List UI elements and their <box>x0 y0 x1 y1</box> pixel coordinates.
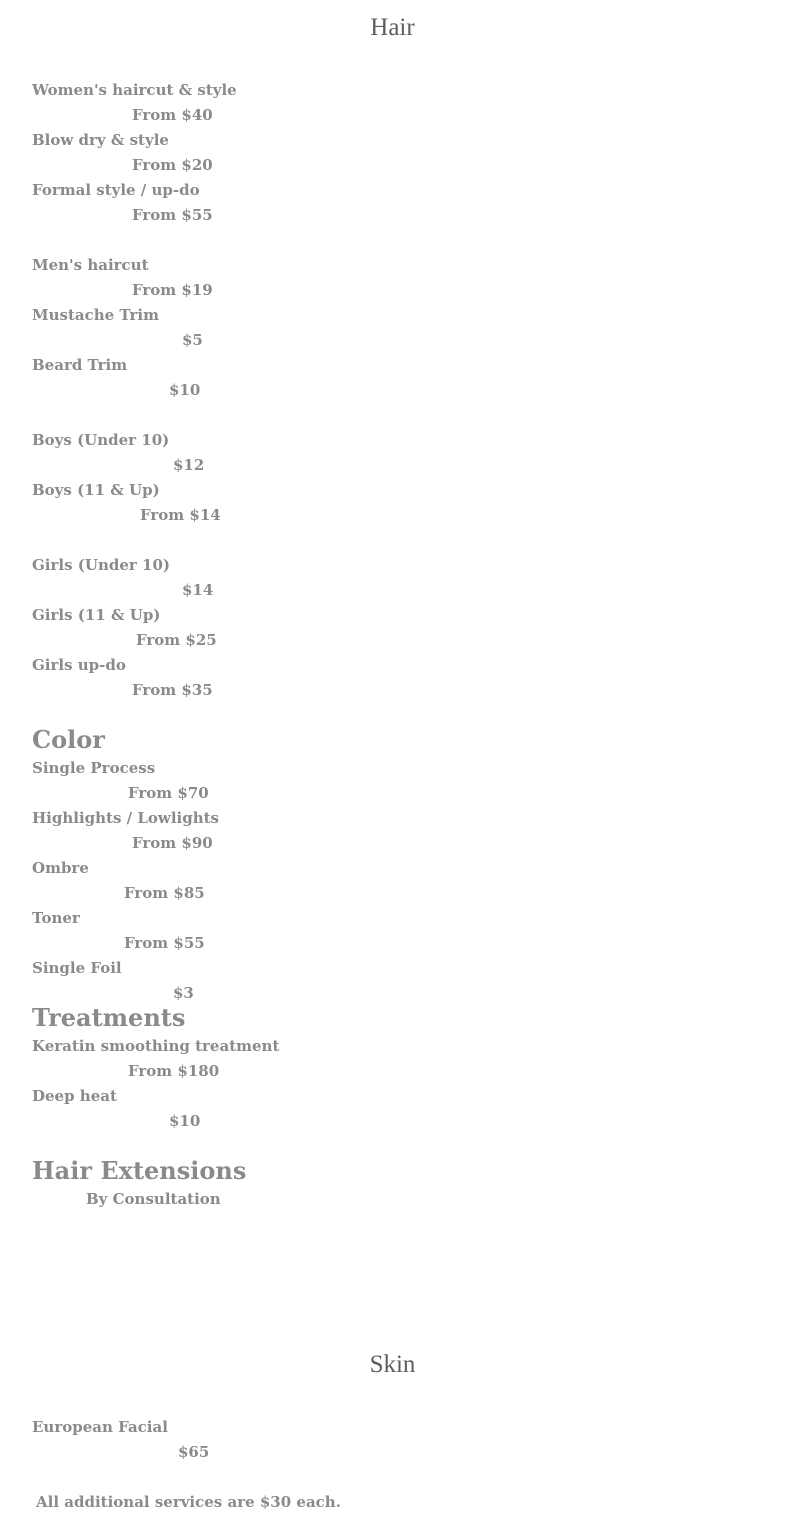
service-price-deep-heat: $10 <box>169 1112 201 1130</box>
service-name-ombre: Ombre <box>32 859 89 877</box>
service-price-girls-11-up: From $25 <box>136 631 217 649</box>
service-name-beard-trim: Beard Trim <box>32 356 128 374</box>
service-name-toner: Toner <box>32 909 80 927</box>
service-name-single-foil: Single Foil <box>32 959 122 977</box>
service-name-girls-under-10: Girls (Under 10) <box>32 556 170 574</box>
service-name-mustache-trim: Mustache Trim <box>32 306 159 324</box>
service-price-mustache-trim: $5 <box>182 331 203 349</box>
service-price-womens-haircut: From $40 <box>132 106 213 124</box>
service-price-formal-style: From $55 <box>132 206 213 224</box>
service-name-mens-haircut: Men's haircut <box>32 256 149 274</box>
service-price-single-foil: $3 <box>173 984 194 1002</box>
service-price-mens-haircut: From $19 <box>132 281 213 299</box>
hair-section-title: Hair <box>370 14 415 41</box>
service-price-single-process: From $70 <box>128 784 209 802</box>
service-name-womens-haircut: Women's haircut & style <box>32 81 237 99</box>
service-price-boys-under-10: $12 <box>173 456 205 474</box>
service-name-girls-up-do: Girls up-do <box>32 656 126 674</box>
service-name-boys-under-10: Boys (Under 10) <box>32 431 170 449</box>
service-price-european-facial: $65 <box>178 1443 210 1461</box>
service-price-highlights: From $90 <box>132 834 213 852</box>
service-price-keratin: From $180 <box>128 1062 220 1080</box>
service-name-deep-heat: Deep heat <box>32 1087 117 1105</box>
service-price-girls-up-do: From $35 <box>132 681 213 699</box>
service-price-ombre: From $85 <box>124 884 205 902</box>
skin-section-title: Skin <box>369 1351 416 1378</box>
service-name-keratin: Keratin smoothing treatment <box>32 1037 280 1055</box>
additional-services-note: All additional services are $30 each. <box>36 1493 341 1511</box>
service-price-beard-trim: $10 <box>169 381 201 399</box>
service-price-boys-11-up: From $14 <box>140 506 221 524</box>
service-name-blow-dry: Blow dry & style <box>32 131 169 149</box>
service-name-boys-11-up: Boys (11 & Up) <box>32 481 160 499</box>
hair-extensions-price: By Consultation <box>86 1190 221 1208</box>
service-name-european-facial: European Facial <box>32 1418 168 1436</box>
service-name-single-process: Single Process <box>32 759 156 777</box>
hair-extensions-heading: Hair Extensions <box>32 1156 247 1185</box>
color-heading: Color <box>32 725 105 754</box>
service-name-highlights: Highlights / Lowlights <box>32 809 219 827</box>
service-price-blow-dry: From $20 <box>132 156 213 174</box>
service-name-formal-style: Formal style / up-do <box>32 181 200 199</box>
treatments-heading: Treatments <box>32 1003 186 1032</box>
service-name-girls-11-up: Girls (11 & Up) <box>32 606 161 624</box>
service-price-girls-under-10: $14 <box>182 581 214 599</box>
service-price-toner: From $55 <box>124 934 205 952</box>
